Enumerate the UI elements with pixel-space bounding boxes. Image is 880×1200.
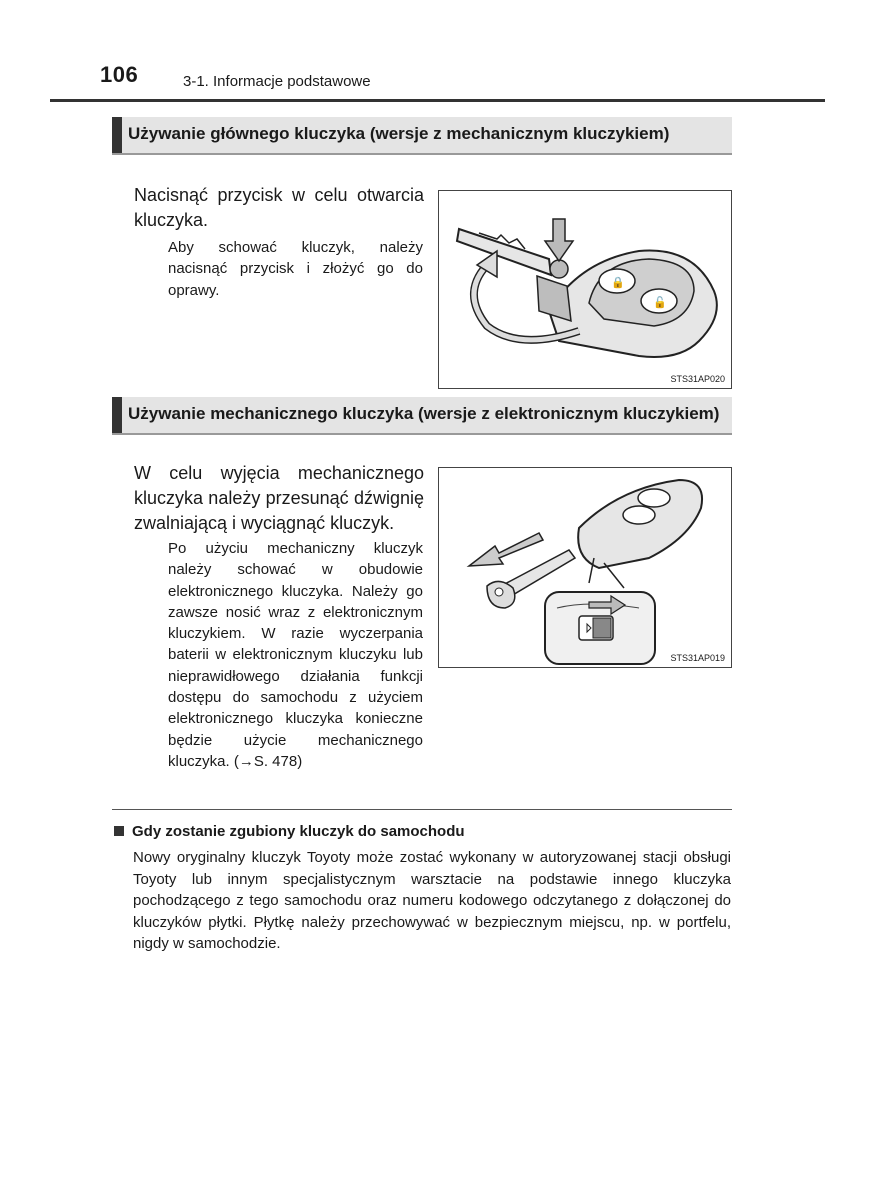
square-bullet-icon [114,826,124,836]
step-remove-key: W celu wyjęcia mechanicznego kluczyka należy przesunąć dźwignię zwalniającą i wyciągnąć kluczyk. [134,463,424,533]
step-open-key: Nacisnąć przycisk w celu otwarcia kluczyka. [134,185,424,230]
divider [112,809,732,810]
svg-text:🔓: 🔓 [653,296,667,309]
note-body-lost-key: Nowy oryginalny kluczyk Toyoty może zostać wykonany w autoryzowanej stacji obsługi Toyoty lub innym specjalistycznym warsztacie na podstawie innego kluczyka pochodzącego z tego samochodu oraz numeru kodowego odczytanego z dołączonej do kluczyków płytki. Płytkę należy przechowywać w bezpiecznym miejscu, np. w portfelu, nigdy w samochodzie. [133,849,731,952]
section-heading-electronic-key: Używanie mechanicznego kluczyka (wersje z elektronicznym kluczykiem) [112,397,732,433]
note-heading-lost-key [114,823,465,840]
figure-code: STS31AP020 [670,374,725,384]
note-heading-text: Gdy zostanie zgubiony kluczyk do samochodu [132,823,465,840]
page-number: 106 [100,62,139,87]
figure-folding-key [438,190,732,389]
chapter-title: 3-1. Informacje podstawowe [183,73,371,90]
note-store-key: Po użyciu mechaniczny kluczyk należy schować w obudowie elektronicznego kluczyka. Należy go zawsze nosić wraz z elektronicznym kluczykiem. W razie wyczerpania baterii w elektronicznym kluczyku lub nieprawidłowego działania funkcji dostępu do samochodu z użyciem elektronicznego kluczyka konieczne będzie użycie mechanicznego kluczyka. (→S. 478) [168,540,423,770]
svg-text:🔒: 🔒 [611,276,625,289]
figure-remove-key [438,467,732,668]
figure-code: STS31AP019 [670,653,725,663]
page-header [50,62,825,102]
header-rule [50,99,825,102]
folding-key-illustration [439,191,733,390]
note-fold-key: Aby schować kluczyk, należy nacisnąć przycisk i złożyć go do oprawy. [168,239,423,299]
section-heading-mechanical-key: Używanie głównego kluczyka (wersje z mechanicznym kluczykiem) [112,117,732,153]
remove-key-illustration [439,468,733,669]
